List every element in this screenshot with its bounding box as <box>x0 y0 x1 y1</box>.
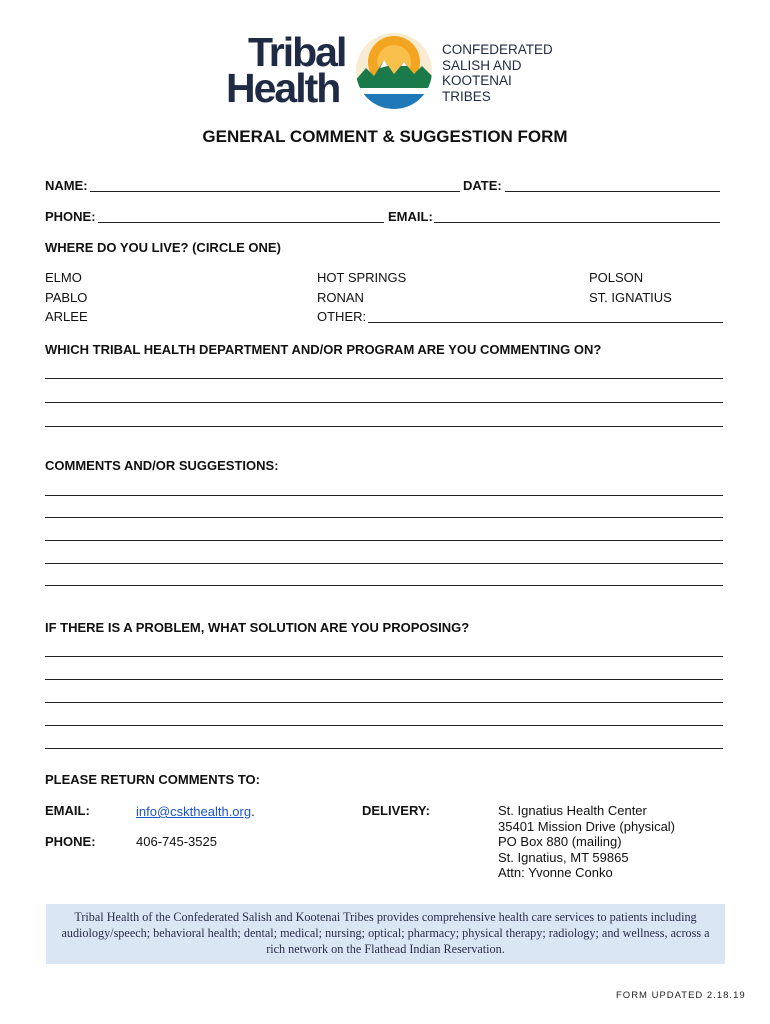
date-label: DATE: <box>463 178 502 193</box>
delivery-label: DELIVERY: <box>362 803 430 818</box>
org-line: TRIBES <box>442 88 491 104</box>
solution-question: IF THERE IS A PROBLEM, WHAT SOLUTION ARE YOU PROPOSING? <box>45 620 470 635</box>
address-line: PO Box 880 (mailing) <box>498 834 622 850</box>
option-other[interactable]: OTHER: <box>317 309 367 324</box>
email-field[interactable] <box>434 210 720 223</box>
comments-line[interactable] <box>45 540 723 541</box>
option-st-ignatius[interactable]: ST. IGNATIUS <box>589 290 672 305</box>
address-line: Attn: Yvonne Conko <box>498 865 613 881</box>
org-line: CONFEDERATED <box>442 42 553 57</box>
department-line[interactable] <box>45 426 723 427</box>
return-heading: PLEASE RETURN COMMENTS TO: <box>45 772 260 787</box>
solution-line[interactable] <box>45 725 723 726</box>
return-email-label: EMAIL: <box>45 803 90 818</box>
comments-question: COMMENTS AND/OR SUGGESTIONS: <box>45 458 279 473</box>
name-label: NAME: <box>45 178 88 193</box>
comments-line[interactable] <box>45 563 723 564</box>
org-name <box>442 42 553 104</box>
return-phone-label: PHONE: <box>45 834 96 849</box>
option-polson[interactable]: POLSON <box>589 270 644 285</box>
department-question: WHICH TRIBAL HEALTH DEPARTMENT AND/OR PROGRAM ARE YOU COMMENTING ON? <box>45 342 602 357</box>
footer-banner <box>46 904 725 964</box>
address-line: St. Ignatius Health Center <box>498 803 647 818</box>
org-line: SALISH AND <box>442 57 522 73</box>
logo-word-tribal: Tribal <box>248 29 346 75</box>
return-phone: 406-745-3525 <box>136 834 217 849</box>
solution-line[interactable] <box>45 748 723 749</box>
logo-word-health: Health <box>226 65 340 111</box>
solution-line[interactable] <box>45 702 723 703</box>
department-line[interactable] <box>45 378 723 379</box>
other-field[interactable] <box>368 310 723 323</box>
delivery-address <box>498 803 675 881</box>
option-hot-springs[interactable]: HOT SPRINGS <box>317 270 407 285</box>
solution-line[interactable] <box>45 656 723 657</box>
department-line[interactable] <box>45 402 723 403</box>
option-elmo[interactable]: ELMO <box>45 270 82 285</box>
address-line: St. Ignatius, MT 59865 <box>498 849 629 865</box>
form-updated-note: FORM UPDATED 2.18.19 <box>616 990 746 1001</box>
logo <box>226 30 556 112</box>
comments-line[interactable] <box>45 585 723 586</box>
comments-line[interactable] <box>45 517 723 518</box>
residence-question: WHERE DO YOU LIVE? (CIRCLE ONE) <box>45 240 281 255</box>
email-label: EMAIL: <box>388 209 433 224</box>
csk-emblem-icon <box>354 30 434 112</box>
comments-line[interactable] <box>45 495 723 496</box>
option-arlee[interactable]: ARLEE <box>45 309 88 324</box>
org-line: KOOTENAI <box>442 73 512 88</box>
footer-text: Tribal Health of the Confederated Salish and Kootenai Tribes provides comprehensive health care services to patients including audiology/speech; behavioral health; dental; medical; nursing; optical; pharmacy; physical therapy; radiology; and wellness, across a rich network on the Flathead Indian Reservation. <box>61 910 710 956</box>
solution-line[interactable] <box>45 679 723 680</box>
name-field[interactable] <box>90 179 460 192</box>
address-line: 35401 Mission Drive (physical) <box>498 818 676 834</box>
email-link[interactable]: info@cskthealth.org <box>136 804 252 819</box>
phone-field[interactable] <box>98 210 384 223</box>
date-field[interactable] <box>505 179 720 192</box>
return-email <box>136 803 255 821</box>
phone-label: PHONE: <box>45 209 96 224</box>
form-title: GENERAL COMMENT & SUGGESTION FORM <box>202 127 568 146</box>
option-ronan[interactable]: RONAN <box>317 290 364 305</box>
option-pablo[interactable]: PABLO <box>45 290 88 305</box>
email-period: . <box>251 804 255 819</box>
